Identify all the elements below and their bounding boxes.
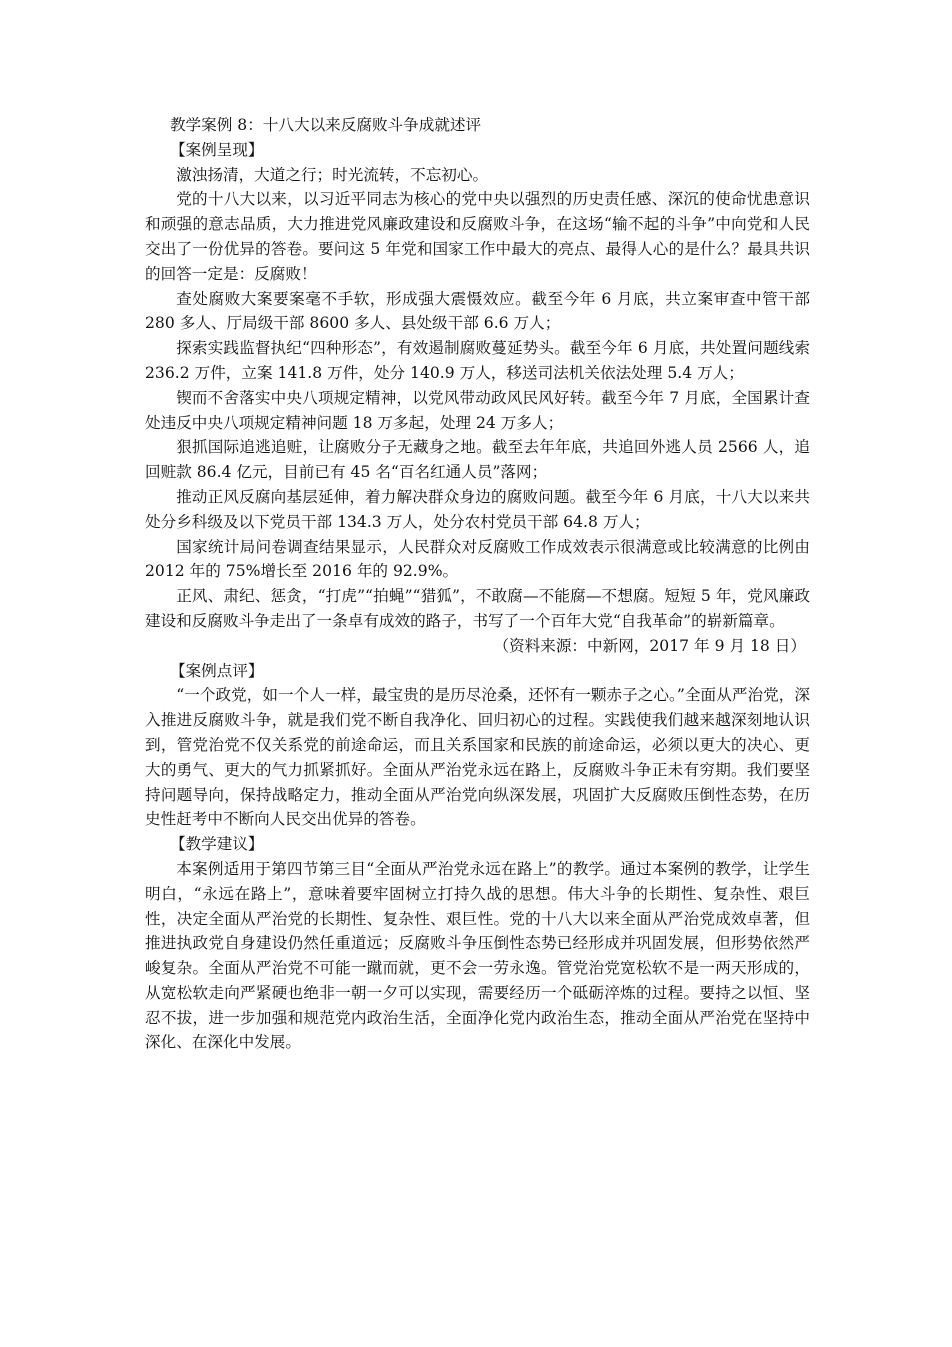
paragraph: 本案例适用于第四节第三目“全面从严治党永远在路上”的教学。通过本案例的教学，让学生明白，“永远在路上”，意味着要牢固树立打持久战的思想。伟大斗争的长期性、复杂性、艰巨性，决定全面从严治党的长期性、复杂性、艰巨性。党的十八大以来全面从严治党成效卓著，但推进执政党自身建设仍然任重道远；反腐败斗争压倒性态势已经形成并巩固发展，但形势依然严峻复杂。全面从严治党不可能一蹴而就，更不会一劳永逸。管党治党宽松软不是一两天形成的，从宽松软走向严紧硬也绝非一朝一夕可以实现，需要经历一个砥砺淬炼的过程。要持之以恒、坚忍不拔，进一步加强和规范党内政治生活，全面净化党内政治生态，推动全面从严治党在坚持中深化、在深化中发展。: [145, 859, 810, 1052]
paragraph: 锲而不舍落实中央八项规定精神，以党风带动政风民风好转。截至今年 7 月底，全国累计查处违反中央八项规定精神问题 18 万多起，处理 24 万多人；: [145, 388, 810, 432]
paragraph: 激浊扬清，大道之行；时光流转，不忘初心。: [176, 165, 489, 184]
paragraph: 正风、肃纪、惩贪，“打虎”“拍蝇”“猎狐”，不敢腐—不能腐—不想腐。短短 5 年，党风廉政建设和反腐败斗争走出了一条卓有成效的路子，书写了一个百年大党“自我革命”的崭新篇章。: [145, 587, 810, 630]
paragraph: 国家统计局问卷调查结果显示，人民群众对反腐败工作成效表示很满意或比较满意的比例由 2012 年的 75%增长至 2016 年的 92.9%。: [145, 537, 810, 581]
source-citation: （资料来源：中新网，2017 年 9 月 18 日）: [493, 636, 806, 655]
paragraph: 狠抓国际追逃追赃，让腐败分子无藏身之地。截至去年年底，共追回外逃人员 2566 人，追回赃款 86.4 亿元，目前已有 45 名“百名红通人员”落网；: [145, 438, 810, 482]
section-heading-presentation: 【案例呈现】: [169, 140, 264, 159]
section-heading-comment: 【案例点评】: [169, 661, 264, 680]
paragraph: 推动正风反腐向基层延伸，着力解决群众身边的腐败问题。截至今年 6 月底，十八大以来共处分乡科级及以下党员干部 134.3 万人，处分农村党员干部 64.8 万人；: [145, 487, 810, 531]
paragraph: 探索实践监督执纪“四种形态”，有效遏制腐败蔓延势头。截至今年 6 月底，共处置问题线索 236.2 万件，立案 141.8 万件，处分 140.9 万人，移送司法机关依法处理 5.4 万人；: [145, 339, 810, 382]
paragraph: 党的十八大以来，以习近平同志为核心的党中央以强烈的历史责任感、深沉的使命忧患意识和顽强的意志品质，大力推进党风廉政建设和反腐败斗争，在这场“输不起的斗争”中向党和人民交出了一份优异的答卷。要问这 5 年党和国家工作中最大的亮点、最得人心的是什么？最具共识的回答一定是：反腐败！: [145, 190, 810, 283]
section-heading-suggestion: 【教学建议】: [169, 835, 264, 854]
document-title: 教学案例 8：十八大以来反腐败斗争成就述评: [169, 116, 482, 134]
paragraph: “一个政党，如一个人一样，最宝贵的是历尽沧桑，还怀有一颗赤子之心。”全面从严治党，深入推进反腐败斗争，就是我们党不断自我净化、回归初心的过程。实践使我们越来越深刻地认识到，管党治党不仅关系党的前途命运，而且关系国家和民族的前途命运，必须以更大的决心、更大的勇气、更大的气力抓紧抓好。全面从严治党永远在路上，反腐败斗争正未有穷期。我们要坚持问题导向，保持战略定力，推动全面从严治党向纵深发展，巩固扩大反腐败压倒性态势，在历史性赶考中不断向人民交出优异的答卷。: [145, 686, 810, 829]
paragraph: 查处腐败大案要案毫不手软，形成强大震慑效应。截至今年 6 月底，共立案审查中管干部 280 多人、厅局级干部 8600 多人、县处级干部 6.6 万人；: [145, 289, 810, 333]
